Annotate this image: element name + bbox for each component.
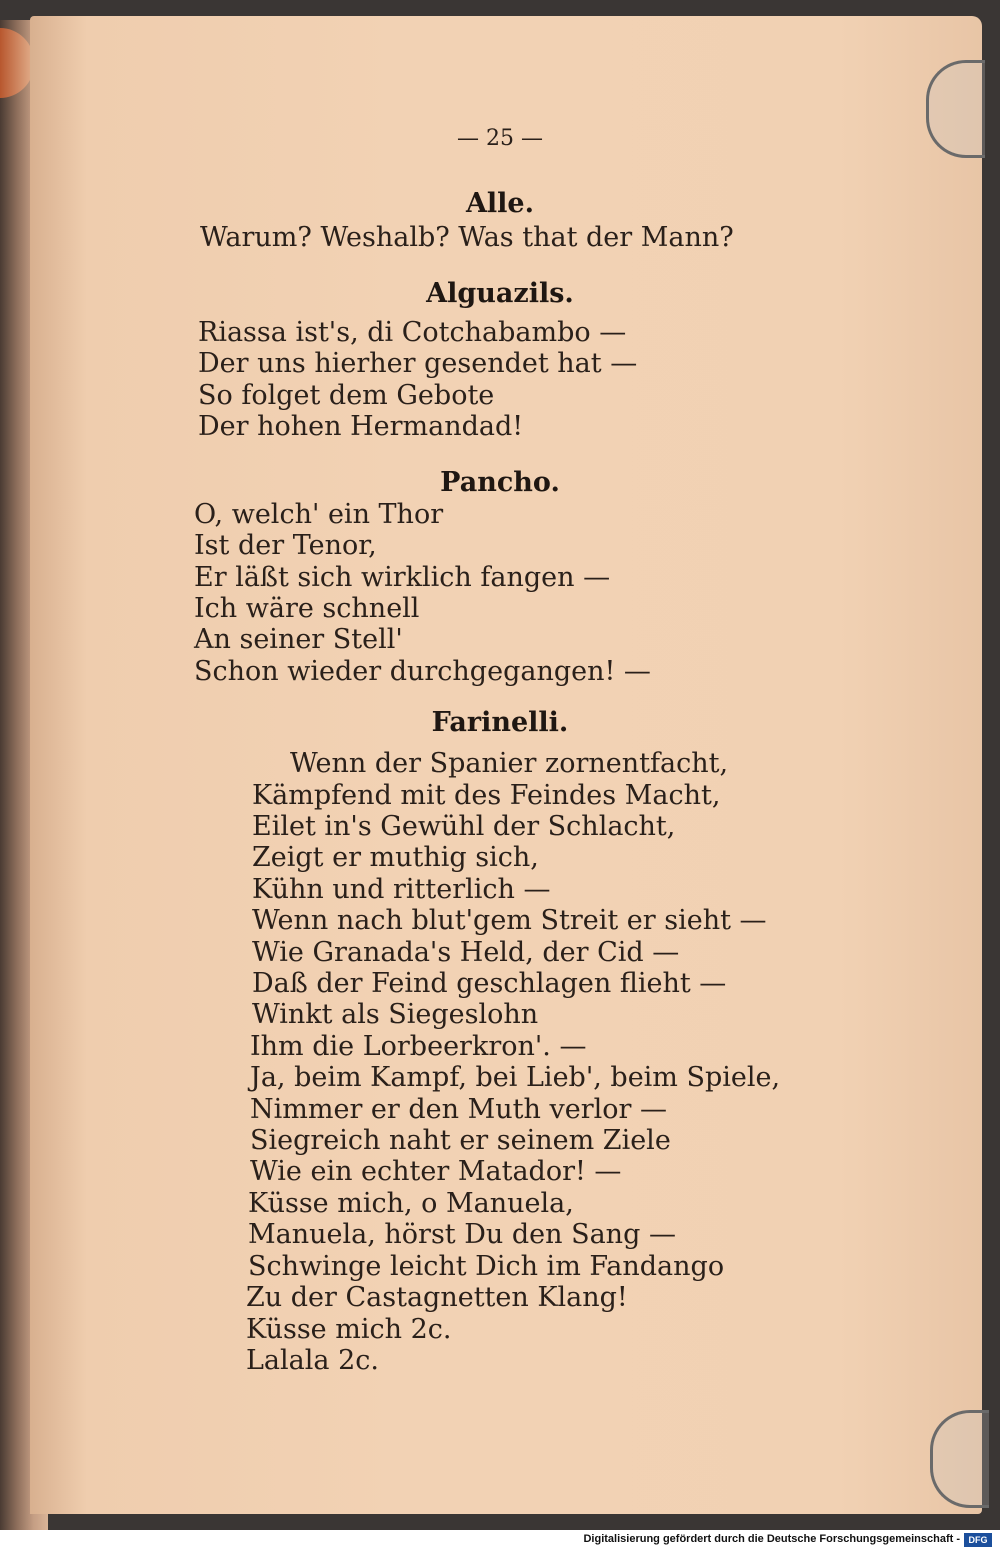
line: Daß der Feind geschlagen flieht — [252,968,727,999]
line: Winkt als Siegeslohn [252,999,539,1030]
line: Schon wieder durchgegangen! — [194,656,651,687]
speaker-pancho: Pancho. [440,467,560,498]
line: Kämpfend mit des Feindes Macht, [252,780,721,811]
line: Siegreich naht er seinem Ziele [250,1125,671,1156]
line: Er läßt sich wirklich fangen — [194,562,611,593]
line: Eilet in's Gewühl der Schlacht, [252,811,676,842]
line: Küsse mich 2c. [246,1314,452,1345]
line: Kühn und ritterlich — [252,874,551,905]
line: Wie ein echter Matador! — [250,1156,622,1187]
line: Küsse mich, o Manuela, [248,1188,574,1219]
line: Wenn der Spanier zornentfacht, [290,748,729,779]
line: Ja, beim Kampf, bei Lieb', beim Spiele, [250,1062,781,1093]
line: Riassa ist's, di Cotchabambo — [198,317,627,348]
page-clip-bottom [930,1410,989,1508]
line: Nimmer er den Muth verlor — [250,1094,668,1125]
line: Der hohen Hermandad! [198,411,524,442]
line: O, welch' ein Thor [194,499,444,530]
line: Ich wäre schnell [194,593,420,624]
line: Warum? Weshalb? Was that der Mann? [200,222,734,253]
speaker-farinelli: Farinelli. [431,707,569,738]
page-number: — 25 — [457,126,543,151]
line: Wie Granada's Held, der Cid — [252,937,680,968]
line: Der uns hierher gesendet hat — [198,348,638,379]
funding-credit: Digitalisierung gefördert durch die Deutsche Forschungsgemeinschaft - [583,1533,960,1545]
line: An seiner Stell' [194,624,403,655]
speaker-alguazils: Alguazils. [426,278,574,309]
dfg-logo: DFG [964,1533,992,1547]
line: Schwinge leicht Dich im Fandango [248,1251,725,1282]
line: Wenn nach blut'gem Streit er sieht — [252,905,767,936]
line: Manuela, hörst Du den Sang — [248,1219,676,1250]
line: Zeigt er muthig sich, [252,842,539,873]
line: Lalala 2c. [246,1345,379,1376]
speaker-alle: Alle. [465,188,535,219]
line: Zu der Castagnetten Klang! [246,1282,628,1313]
line: So folget dem Gebote [198,380,495,411]
line: Ihm die Lorbeerkron'. — [250,1031,587,1062]
line: Ist der Tenor, [194,530,377,561]
footer-bar [0,1530,1000,1551]
